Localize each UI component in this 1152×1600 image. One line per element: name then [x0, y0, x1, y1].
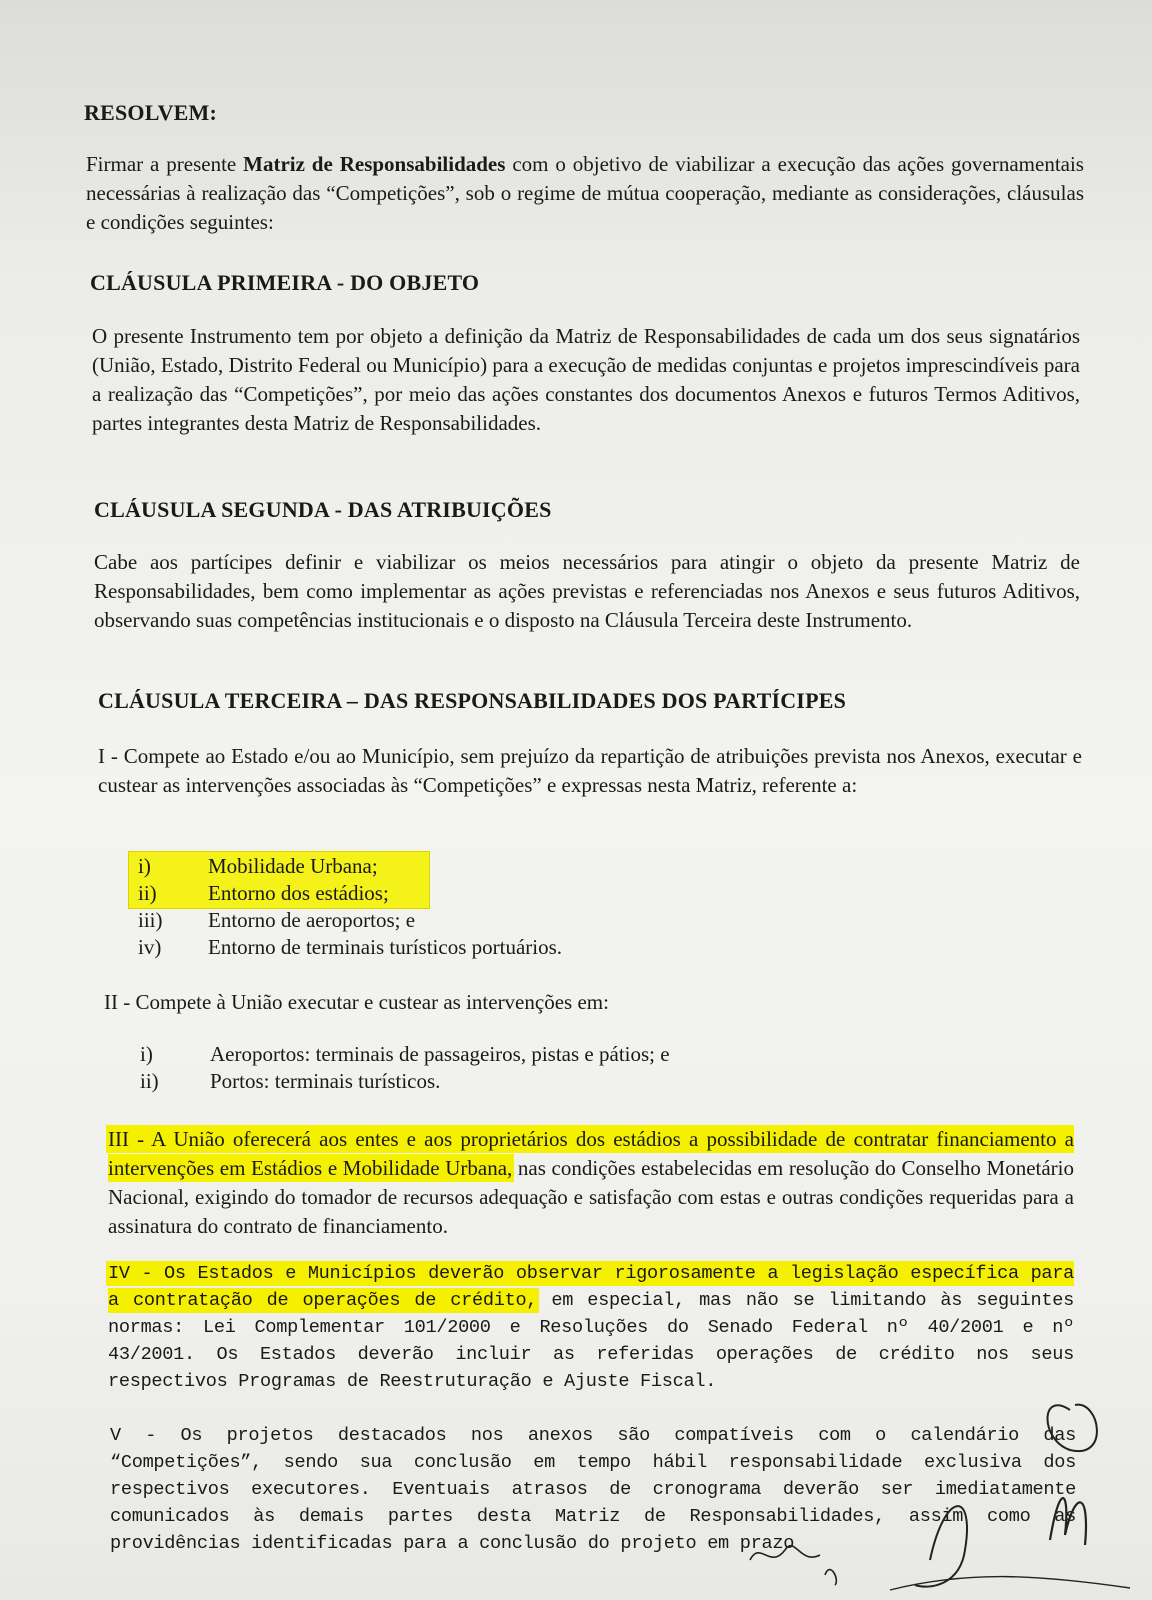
clause3-item-iii: [108, 1125, 1074, 1241]
item-iii-highlighted-text: III - A União oferecerá aos entes e aos proprietários dos estádios a possibilidade de contratar financiamento a intervenções em Estádios e Mobilidade Urbana,: [108, 1127, 1074, 1180]
item-iv-text: em especial, mas não se limitando às seguintes normas: Lei Complementar 101/2000 e Resoluções do Senado Federal nº 40/2001 e nº 43/2001. Os Estados deverão incluir as referidas operações de crédito nos seus respectivos Programas de Reestruturação e Ajuste Fiscal.: [108, 1290, 1074, 1392]
list-item-text: Aeroportos: terminais de passageiros, pistas e pátios; e: [210, 1042, 670, 1066]
list-item-text: Entorno de terminais turísticos portuários.: [208, 935, 563, 959]
list-item: [138, 853, 562, 880]
clause3-item-v: V - Os projetos destacados nos anexos são compatíveis com o calendário das “Competições”, sendo sua conclusão em tempo hábil responsabilidade exclusiva dos respectivos executores. Eventuais atrasos de cronograma deverão ser imediatamente comunicados às demais partes desta Matriz de Responsabilidades, assim como as providências identificadas para a conclusão do projeto em prazo: [110, 1425, 1076, 1554]
list-item: [140, 1041, 670, 1068]
list-item-text: Mobilidade Urbana;: [208, 854, 378, 878]
list-item-number: i): [140, 1042, 153, 1066]
list2: [140, 1041, 670, 1095]
list-item-text: Portos: terminais turísticos.: [210, 1069, 441, 1093]
list-item-number: iii): [138, 908, 163, 932]
intro-paragraph: [86, 150, 1084, 237]
list-item-text: Entorno dos estádios;: [208, 881, 389, 905]
list-item-number: ii): [140, 1069, 159, 1093]
list-item-number: iv): [138, 935, 162, 959]
clause3-title: CLÁUSULA TERCEIRA – DAS RESPONSABILIDADES DOS PARTÍCIPES: [98, 688, 847, 713]
intro-text-end: com o objetivo de viabilizar a execução das ações governamentais necessárias à realização das “Competições”, sob o regime de mútua cooperação, mediante as considerações, cláusulas e condições seguintes:: [86, 152, 1084, 234]
list-item-number: ii): [138, 881, 157, 905]
list-item: [140, 1068, 670, 1095]
list-item: [138, 907, 562, 934]
clause2-title: CLÁUSULA SEGUNDA - DAS ATRIBUIÇÕES: [94, 497, 552, 522]
intro-bold-term: Matriz de Responsabilidades: [243, 152, 506, 176]
clause1-text: O presente Instrumento tem por objeto a definição da Matriz de Responsabilidades de cada um dos seus signatários (União, Estado, Distrito Federal ou Município) para a execução de medidas conjuntas e projetos imprescindíveis para a realização das “Competições”, por meio das ações constantes dos documentos Anexos e futuros Termos Aditivos, partes integrantes desta Matriz de Responsabilidades.: [92, 324, 1080, 435]
list-item: [138, 880, 562, 907]
clause3-item-iv: [108, 1260, 1074, 1395]
clause2-text: Cabe aos partícipes definir e viabilizar os meios necessários para atingir o objeto da presente Matriz de Responsabilidades, bem como implementar as ações previstas e referenciadas nos Anexos e seus futuros Aditivos, observando suas competências institucionais e o disposto na Cláusula Terceira deste Instrumento.: [94, 550, 1080, 632]
clause1-title: CLÁUSULA PRIMEIRA - DO OBJETO: [90, 270, 480, 295]
resolvem-heading: RESOLVEM:: [84, 100, 218, 125]
list1: [138, 853, 562, 961]
signature-scribble-5: [890, 1577, 1130, 1590]
list-item: [138, 934, 562, 961]
list-item-number: i): [138, 854, 151, 878]
list-item-text: Entorno de aeroportos; e: [208, 908, 416, 932]
signature-scribble-2: [825, 1570, 836, 1585]
item-iii-text: nas condições estabelecidas em resolução do Conselho Monetário Nacional, exigindo do tomador de recursos adequação e satisfação com estas e outras condições requeridas para a assinatura do contrato de financiamento.: [108, 1156, 1074, 1238]
clause3-item-ii: II - Compete à União executar e custear as intervenções em:: [104, 990, 609, 1014]
clause3-item-i: I - Compete ao Estado e/ou ao Município, sem prejuízo da repartição de atribuições prevista nos Anexos, executar e custear as intervenções associadas às “Competições” e expressas nesta Matriz, referente a:: [98, 744, 1082, 797]
intro-text-start: Firmar a presente: [86, 152, 244, 176]
item-iv-highlighted-text: IV - Os Estados e Municípios deverão observar rigorosamente a legislação específica para a contratação de operações de crédito,: [108, 1263, 1074, 1311]
